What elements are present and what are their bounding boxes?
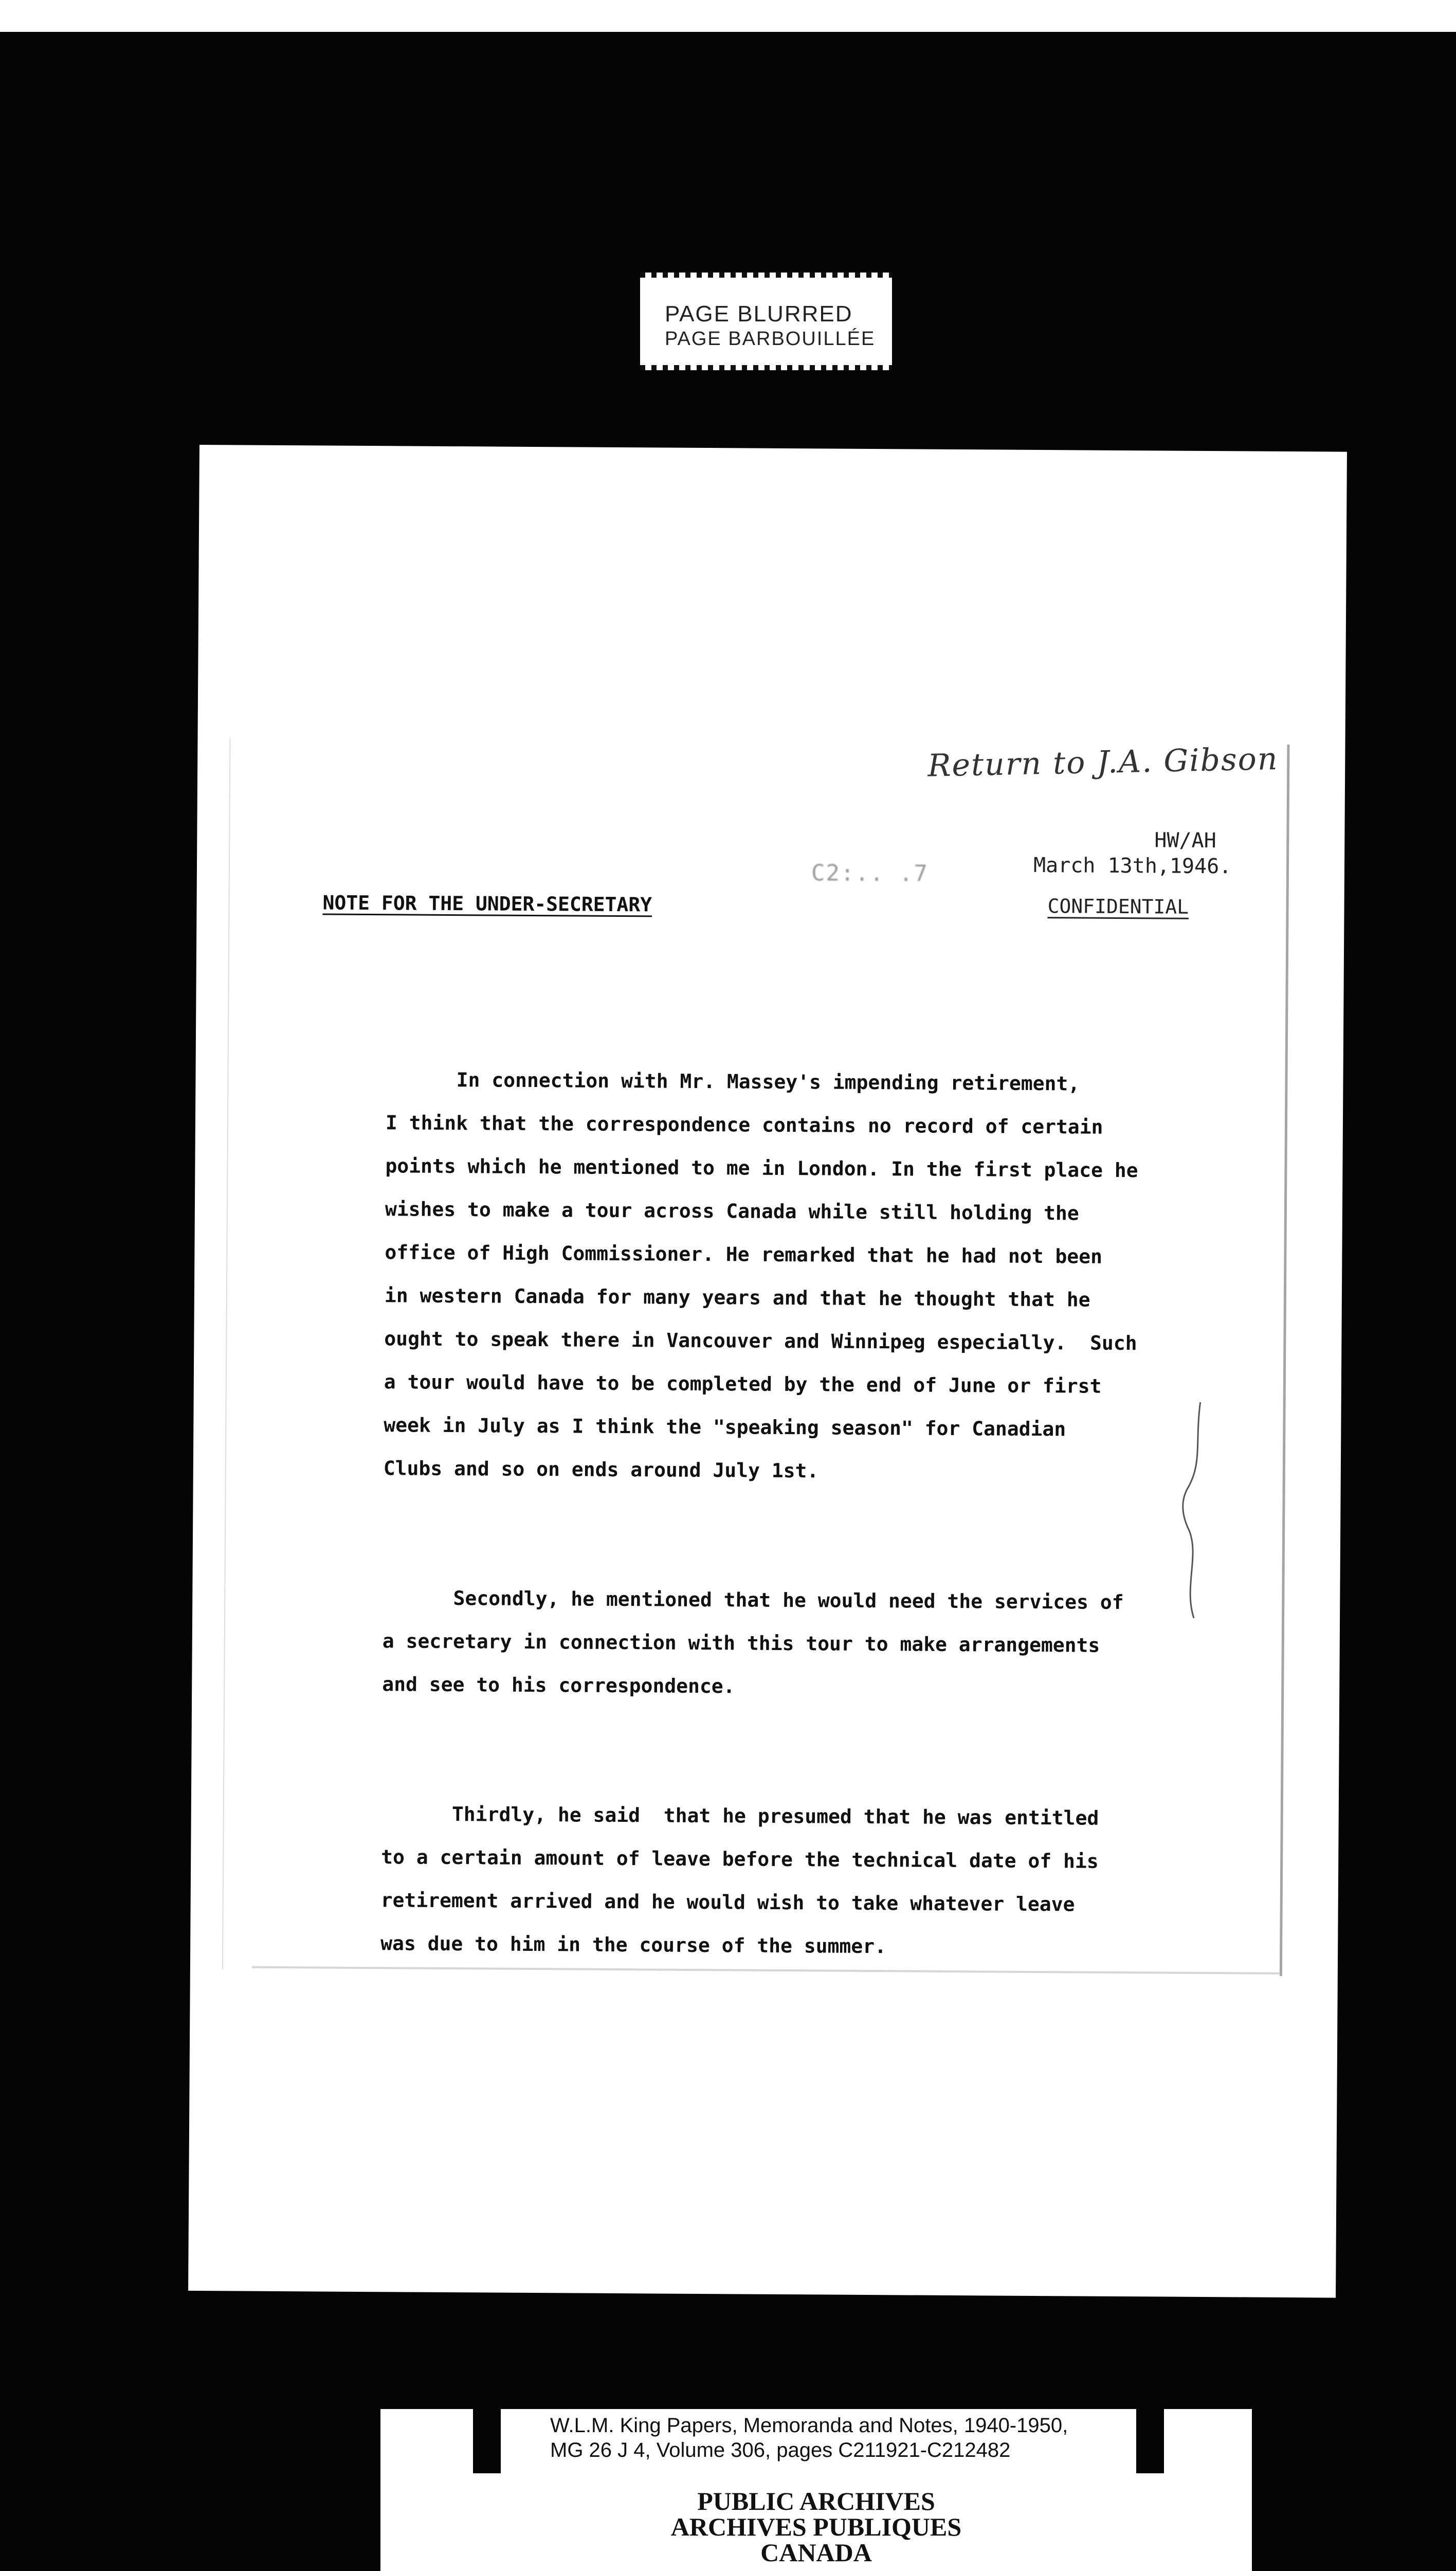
faded-stamp: C2:.. .7 [811,860,929,887]
blur-label-english: PAGE BLURRED [665,301,853,327]
handwritten-note: Return to J.A. Gibson [927,740,1279,784]
document-page [188,445,1347,2298]
memo-body [380,971,1261,2056]
memo-title: NOTE FOR THE UNDER-SECRETARY [322,891,652,916]
collection-line-1: W.L.M. King Papers, Memoranda and Notes, 1940-1950, [550,2414,1068,2437]
memo-date: March 13th,1946. [1033,853,1232,879]
blur-label-french: PAGE BARBOUILLÉE [665,328,876,350]
label-perforation-bottom [640,365,892,370]
archives-french: ARCHIVES PUBLIQUES [670,2512,962,2541]
reference-initials: HW/AH [1154,828,1216,853]
collection-line-2: MG 26 J 4, Volume 306, pages C211921-C212482 [550,2439,1011,2461]
label-perforation-top [640,273,892,278]
label-tab-right [1136,2409,1164,2473]
archive-label [380,2409,1252,2571]
paragraph-1: In connection with Mr. Massey's impending retirement, I think that the correspondence contains no record of certain points which he mentioned to me in London. In the first place he wishes to make a tour across Canada while still holding the office of High Commissioner. He remarked that he had not been in western Canada for many years and that he thought that he ought to speak there in Vancouver and Winnipeg especially. Such a tour would have to be completed by the end of June or first week in July as I think the "speaking season" for Canadian Clubs and so on ends around July 1st. [383,1068,1138,1482]
page-blurred-label [640,273,892,370]
confidential-marking: CONFIDENTIAL [1047,895,1189,918]
label-tab-left [473,2409,501,2473]
paragraph-2: Secondly, he mentioned that he would need the services of a secretary in connection with this tour to make arrangements and see to his correspondence. [382,1586,1124,1698]
archives-english: PUBLIC ARCHIVES [697,2487,935,2515]
paragraph-3: Thirdly, he said that he presumed that he was entitled to a certain amount of leave before the technical date of his retirement arrived and he would wish to take whatever leave was due to him in the course of the summer. [380,1802,1099,1958]
archives-country: CANADA [760,2538,872,2567]
margin-bracket-mark [1178,1402,1206,1618]
film-top-strip [0,0,1456,32]
